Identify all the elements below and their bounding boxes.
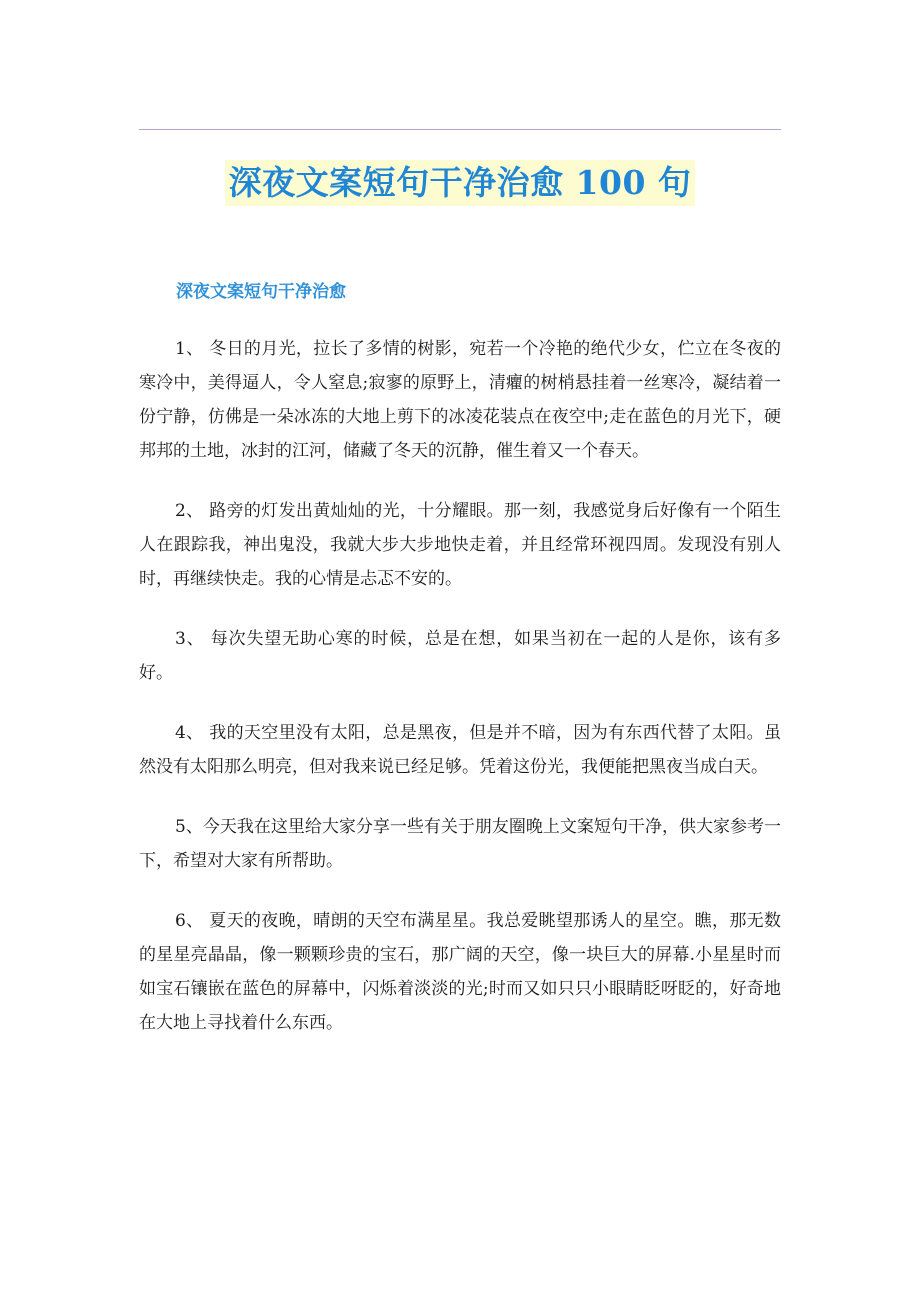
top-divider bbox=[139, 129, 781, 130]
paragraph-1: 1、 冬日的月光，拉长了多情的树影，宛若一个冷艳的绝代少女，伫立在冬夜的寒冷中，美得逼人，令人窒息;寂寥的原野上，清癯的树梢悬挂着一丝寒冷，凝结着一份宁静，仿佛是一朵冰冻的大地上剪下的冰凌花装点在夜空中;走在蓝色的月光下，硬邦邦的土地，冰封的江河，储藏了冬天的沉静，催生着又一个春天。 bbox=[139, 339, 781, 461]
section-subtitle: 深夜文案短句干净治愈 bbox=[176, 282, 346, 302]
paragraph-5: 5、今天我在这里给大家分享一些有关于朋友圈晚上文案短句干净，供大家参考一下，希望对大家有所帮助。 bbox=[139, 817, 781, 871]
article-body bbox=[139, 332, 781, 1066]
paragraph-6: 6、 夏天的夜晚，晴朗的天空布满星星。我总爱眺望那诱人的星空。瞧，那无数的星星亮晶晶，像一颗颗珍贵的宝石，那广阔的天空，像一块巨大的屏幕.小星星时而如宝石镶嵌在蓝色的屏幕中，闪烁着淡淡的光;时而又如只只小眼睛眨呀眨的，好奇地在大地上寻找着什么东西。 bbox=[139, 911, 781, 1033]
title-container bbox=[0, 160, 920, 206]
paragraph-2: 2、 路旁的灯发出黄灿灿的光，十分耀眼。那一刻，我感觉身后好像有一个陌生人在跟踪我，神出鬼没，我就大步大步地快走着，并且经常环视四周。发现没有别人时，再继续快走。我的心情是忐忑不安的。 bbox=[139, 501, 781, 589]
paragraph-3: 3、 每次失望无助心寒的时候，总是在想，如果当初在一起的人是你，该有多好。 bbox=[139, 629, 781, 683]
document-title: 深夜文案短句干净治愈 100 句 bbox=[225, 160, 696, 206]
paragraph-4: 4、 我的天空里没有太阳，总是黑夜，但是并不暗，因为有东西代替了太阳。虽然没有太阳那么明亮，但对我来说已经足够。凭着这份光，我便能把黑夜当成白天。 bbox=[139, 723, 781, 777]
